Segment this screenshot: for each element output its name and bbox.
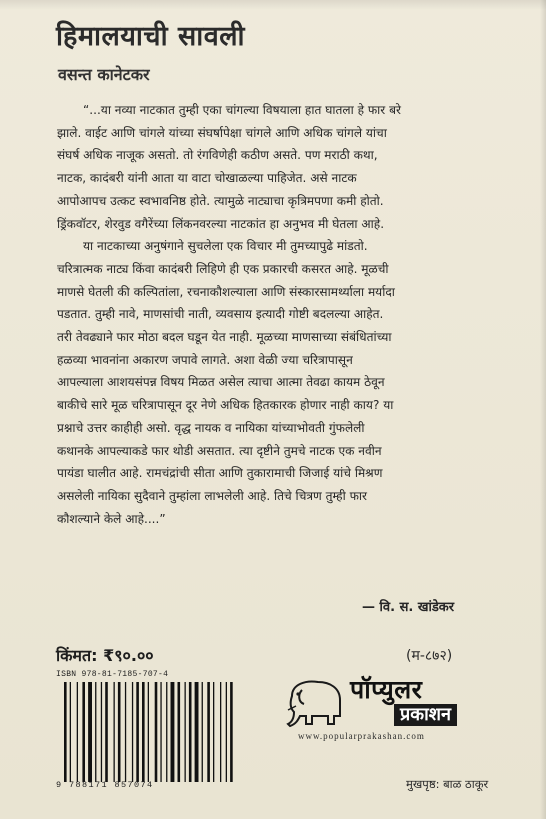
top-shadow [0,0,546,10]
blurb-line: आपोआपच उत्कट स्वभावनिष्ठ होते. त्यामुळे नाट्याचा कृत्रिमपणा कमी होतो. [57,193,384,208]
book-title: हिमालयाची सावली [56,21,246,52]
elephant-icon [284,676,348,732]
blurb-line: चरित्रात्मक नाट्य किंवा कादंबरी लिहिणे ही एक प्रकारची कसरत आहे. मूळची [57,261,389,276]
barcode-icon [62,682,262,782]
blurb-line: असलेली नायिका सुदैवाने तुम्हांला लाभलेली आहे. तिचे चित्रण तुम्ही फार [57,488,367,503]
right-edge-shadow [540,0,546,819]
blurb-line: आपल्याला आशयसंपन्न विषय मिळत असेल त्याचा आत्मा तेवढा कायम ठेवून [57,375,385,390]
blurb-line: प्रश्नाचे उत्तर काहीही असो. वृद्ध नायक व नायिका यांच्याभोवती गुंफलेली [57,420,365,435]
blurb-line: पायंडा घालीत आहे. रामचंद्रांची सीता आणि तुकारामाची जिजाई यांचे मिश्रण [57,466,383,481]
barcode-number: 9 788171 857074 [56,780,154,790]
book-author: वसन्त कानेटकर [58,65,150,84]
isbn-text: ISBN 978-81-7185-707-4 [56,670,169,679]
cover-credit: मुखपृष्ठ: बाळ ठाकूर [406,777,489,791]
blurb-text [57,99,519,530]
blurb-signature: — वि. स. खांडेकर [362,600,455,615]
barcode-block [56,670,266,794]
publisher-name: पॉप्युलर [350,675,423,704]
blurb-line: बाकीचे सारे मूळ चरित्रापासून दूर नेणे अधिक हितकारक होणार नाही काय? या [57,398,394,413]
blurb-line: झाले. वाईट आणि चांगले यांच्या संघर्षापेक्षा चांगले आणि अधिक चांगले यांचा [57,125,387,140]
blurb-line: संघर्ष अधिक नाजूक असतो. तो रंगविणेही कठीण असते. पण मराठी कथा, [57,148,378,163]
blurb-line: माणसे घेतली की कल्पितांला, रचनाकौशल्याला आणि संस्कारसामर्थ्याला मर्यादा [57,284,395,299]
blurb-line: या नाटकाच्या अनुषंगाने सुचलेला एक विचार मी तुमच्यापुढे मांडतो. [83,239,368,254]
blurb-line: नाटक, कादंबरी यांनी आता या वाटा चोखाळल्या पाहिजेत. असे नाटक [57,171,357,186]
blurb-line: पडतात. तुम्ही नावे, माणसांची नाती, व्यवसाय इत्यादी गोष्टी बदलल्या आहेत. [57,307,384,322]
publisher-subtitle: प्रकाशन [394,704,457,726]
blurb-line: “...या नव्या नाटकात तुम्ही एका चांगल्या विषयाला हात घातला हे फार बरे [83,103,401,117]
publisher-website: www.popularprakashan.com [298,731,425,741]
blurb-line: ड्रिंकवॉटर, शेरवुड वगैरेंच्या लिंकनवरल्या नाटकांत हा अनुभव मी घेतला आहे. [57,216,385,231]
blurb-line: हळव्या भावनांना अकारण जपावे लागते. अशा वेळी ज्या चरित्रापासून [57,352,353,367]
blurb-line: तरी तेवढ्याने फार मोठा बदल घडून येत नाही. मूळच्या माणसाच्या संबंधितांच्या [57,330,392,345]
blurb-line: कौशल्याने केले आहे....” [57,511,166,526]
price-label: किंमत: ₹९०.०० [56,646,154,665]
blurb-line: कथानके आपल्याकडे फार थोडी असतात. त्या दृष्टीने तुमचे नाटक एक नवीन [57,443,382,458]
catalog-code: (म-८७२) [406,648,453,664]
